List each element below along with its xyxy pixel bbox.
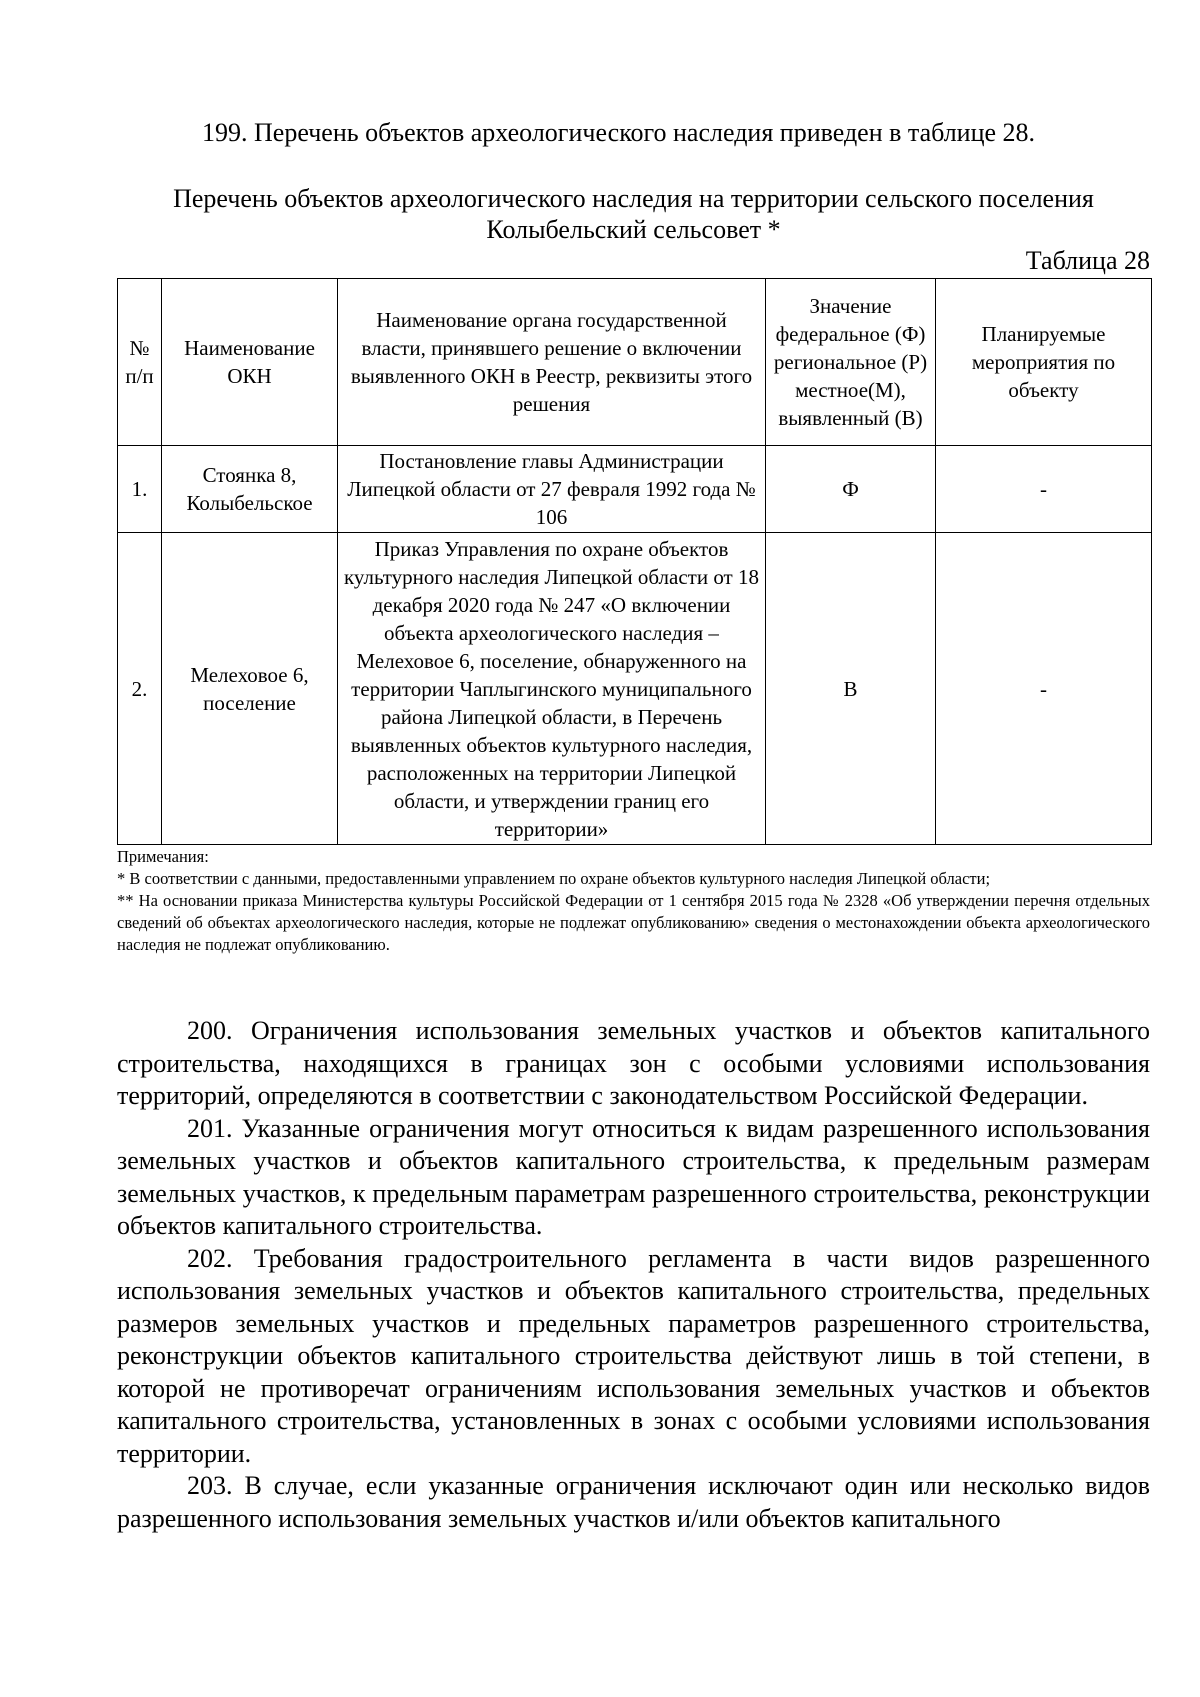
notes-title: Примечания: [117,847,209,866]
table-row [118,533,1152,845]
paragraph-200: 200. Ограничения использования земельных участков и объектов капитального строительства, находящихся в границах зон с особыми условиями использования территорий, определяются в соответствии с законодательством Российской Федерации. [117,1016,1150,1110]
note-item: ** На основании приказа Министерства культуры Российской Федерации от 1 сентября 2015 года № 2328 «Об утверждении перечня отдельных сведений об объектах археологического наследия, которые не подлежат опубликованию» сведения о местонахождении объекта археологического наследия не подлежат опубликованию. [117,891,1150,954]
table-header-row [118,279,1152,446]
cell-significance: Ф [766,446,936,533]
header-significance: Значение федеральное (Ф) региональное (Р) местное(М), выявленный (В) [766,279,936,446]
paragraph-203: 203. В случае, если указанные ограничения исключают один или несколько видов разрешенного использования земельных участков и/или объектов капитального [117,1471,1150,1533]
cell-measures: - [936,446,1152,533]
cell-name: Мелеховое 6, поселение [162,533,338,845]
header-number: № п/п [118,279,162,446]
header-name: Наименование ОКН [162,279,338,446]
table-caption: Перечень объектов археологического наследия на территории сельского поселения Колыбельский сельсовет * [173,184,1094,244]
heritage-objects-table [117,278,1152,845]
note-item: * В соответствии с данными, предоставленными управлением по охране объектов культурного наследия Липецкой области; [117,869,991,888]
table-row [118,446,1152,533]
cell-measures: - [936,533,1152,845]
paragraph-202: 202. Требования градостроительного регламента в части видов разрешенного использования земельных участков и объектов капитального строительства, предельных размеров земельных участков и предельных параметров разрешенного строительства, реконструкции объектов капитального строительства действуют лишь в той степени, в которой не противоречат ограничениям использования земельных участков и объектов капитального строительства, установленных в зонах с особыми условиями использования территории. [117,1243,1150,1468]
intro-paragraph: 199. Перечень объектов археологического наследия приведен в таблице 28. [202,118,1036,147]
cell-number: 1. [118,446,162,533]
cell-significance: В [766,533,936,845]
cell-decision: Постановление главы Администрации Липецкой области от 27 февраля 1992 года № 106 [338,446,766,533]
cell-decision: Приказ Управления по охране объектов культурного наследия Липецкой области от 18 декабря 2020 года № 247 «О включении объекта археологического наследия – Мелеховое 6, поселение, обнаруженного на территории Чаплыгинского муниципального района Липецкой области, в Перечень выявленных объектов культурного наследия, расположенных на территории Липецкой области, и утверждении границ его территории» [338,533,766,845]
table-notes [117,846,1150,956]
header-measures: Планируемые мероприятия по объекту [936,279,1152,446]
paragraph-201: 201. Указанные ограничения могут относиться к видам разрешенного использования земельных участков и объектов капитального строительства, к предельным размерам земельных участков, к предельным параметрам разрешенного строительства, реконструкции объектов капитального строительства. [117,1113,1150,1240]
cell-number: 2. [118,533,162,845]
body-text [117,1015,1150,1535]
cell-name: Стоянка 8, Колыбельское [162,446,338,533]
header-decision: Наименование органа государственной власти, принявшего решение о включении выявленного ОКН в Реестр, реквизиты этого решения [338,279,766,446]
table-number-label: Таблица 28 [1025,246,1150,275]
